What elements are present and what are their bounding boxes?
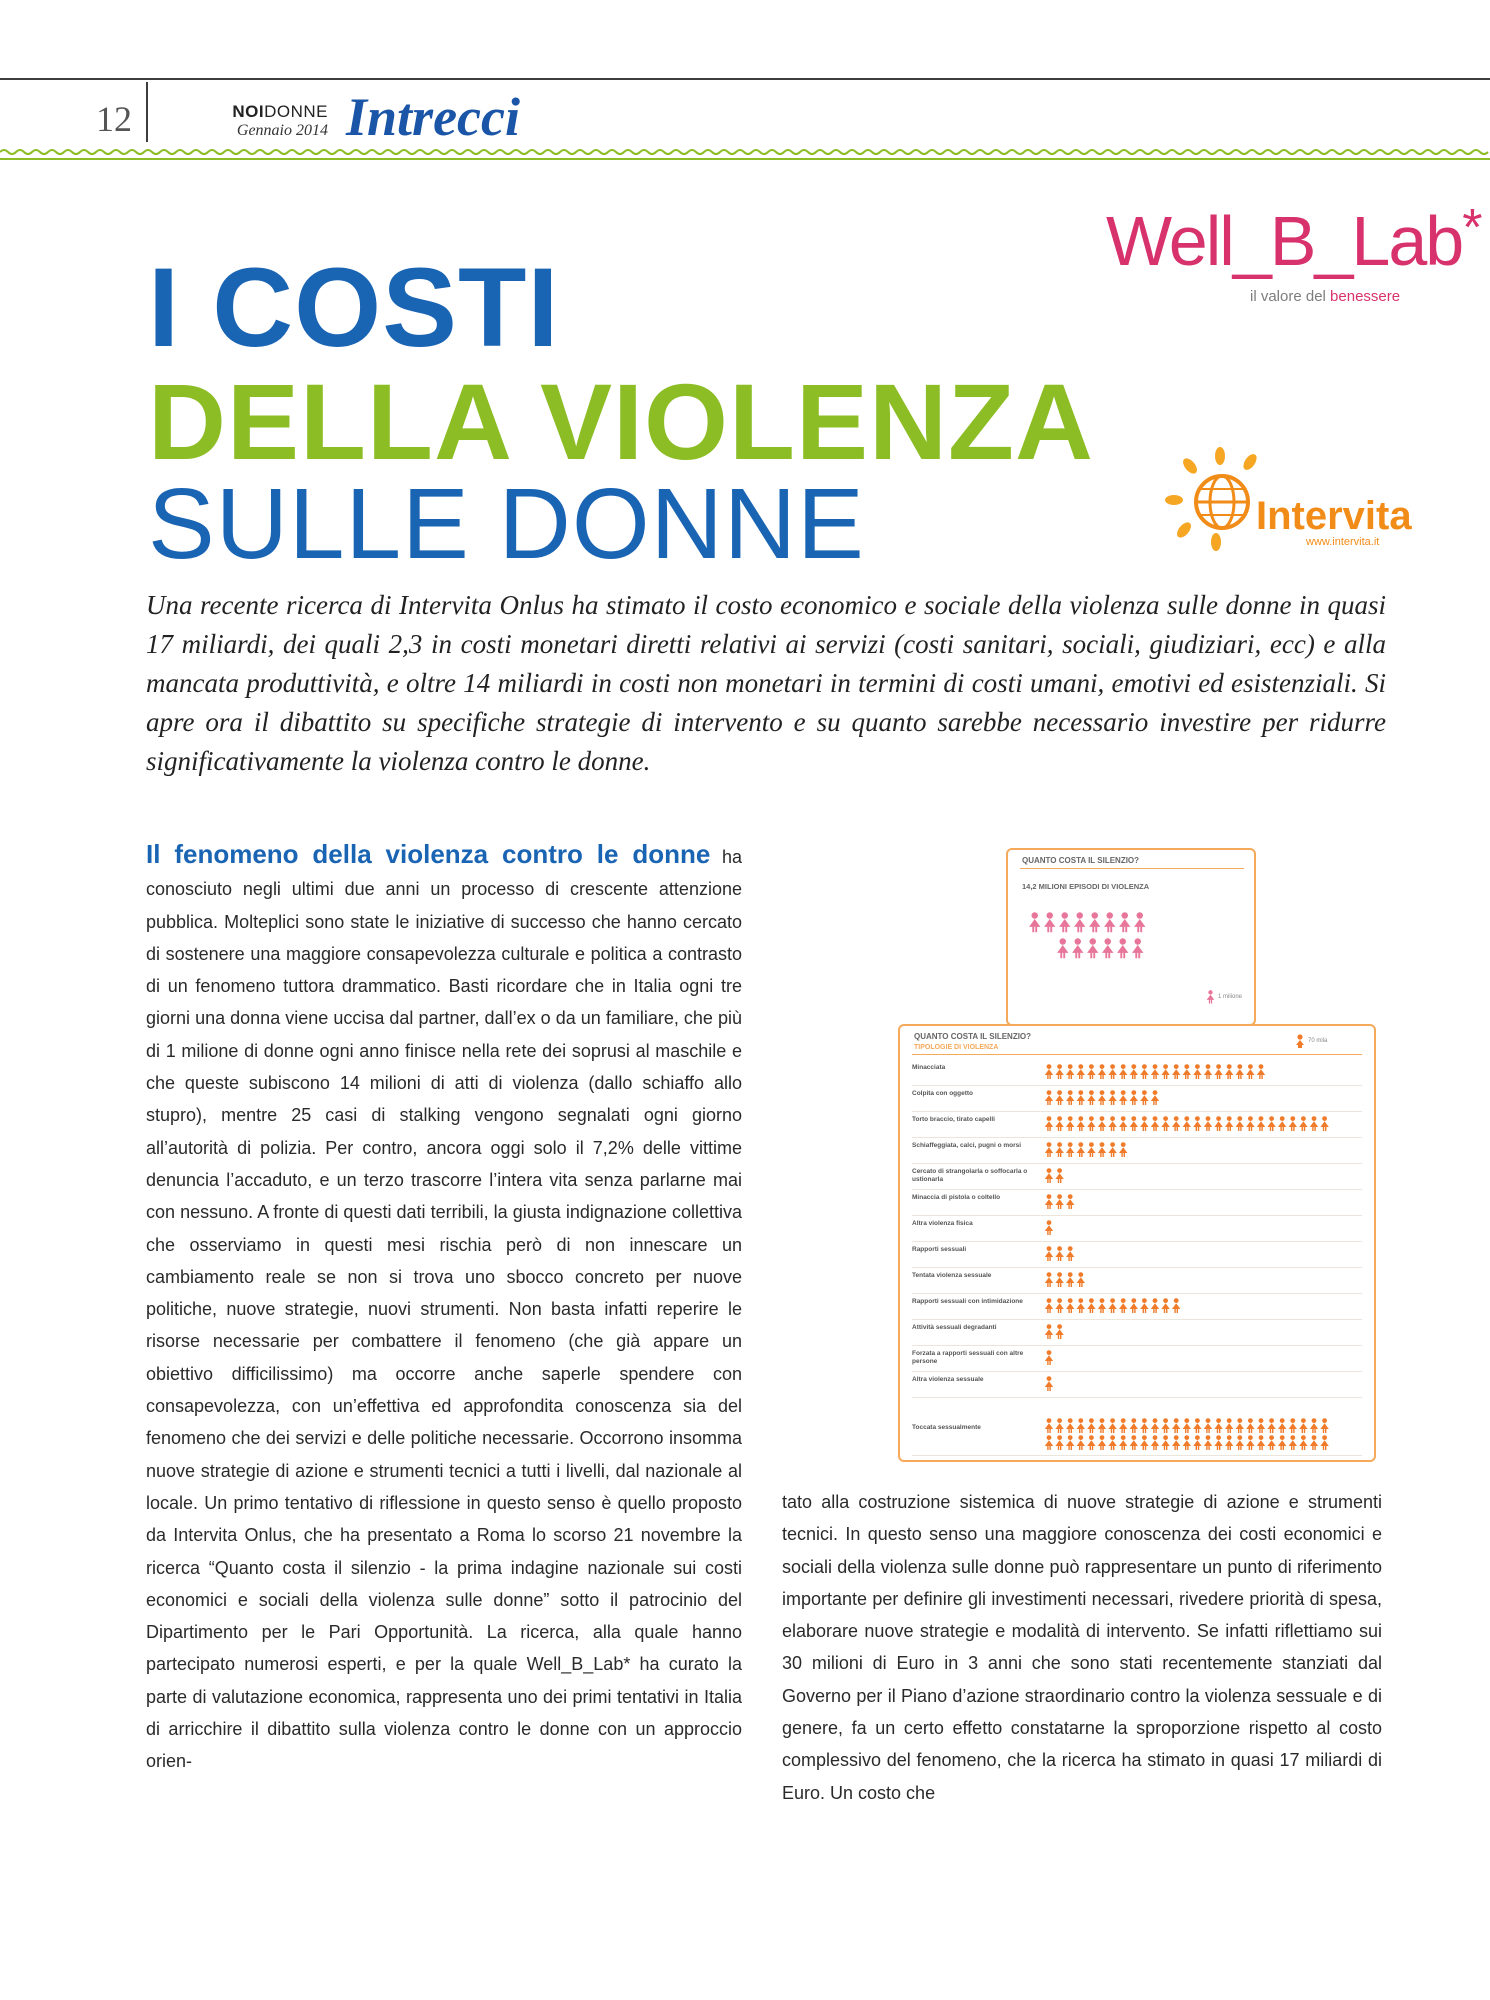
violence-person-icon	[1299, 1435, 1307, 1450]
infographic-episodes-title: QUANTO COSTA IL SILENZIO?	[1022, 856, 1140, 865]
violence-person-icon	[1193, 1116, 1201, 1131]
legend-person-icon	[1294, 1034, 1306, 1048]
violence-person-icon	[1257, 1064, 1265, 1079]
violence-person-icon	[1108, 1298, 1116, 1313]
episode-person-icon	[1119, 912, 1130, 932]
section-title: Intrecci	[346, 87, 520, 147]
violence-person-icon	[1066, 1090, 1074, 1105]
violence-type-row	[912, 1242, 1362, 1268]
episode-person-icon	[1072, 938, 1083, 958]
violence-type-row	[912, 1268, 1362, 1294]
violence-person-icon	[1045, 1090, 1053, 1105]
violence-type-pictogram	[1044, 1142, 1364, 1163]
violence-type-row	[912, 1294, 1362, 1320]
violence-person-icon	[1246, 1435, 1254, 1450]
violence-type-label: Torto braccio, tirato capelli	[912, 1116, 995, 1123]
violence-person-icon	[1183, 1116, 1191, 1131]
wellb-tagline	[1250, 288, 1400, 305]
violence-person-icon	[1077, 1298, 1085, 1313]
violence-person-icon	[1225, 1435, 1233, 1450]
violence-type-pictogram	[1044, 1168, 1364, 1189]
violence-person-icon	[1077, 1435, 1085, 1450]
violence-type-label: Colpita con oggetto	[912, 1090, 974, 1097]
violence-person-icon	[1151, 1090, 1159, 1105]
page-number: 12	[96, 99, 132, 139]
violence-type-pictogram	[1044, 1298, 1364, 1319]
violence-person-icon	[1045, 1324, 1053, 1339]
violence-person-icon	[1055, 1090, 1063, 1105]
violence-person-icon	[1140, 1064, 1148, 1079]
violence-person-icon	[1246, 1064, 1254, 1079]
violence-person-icon	[1299, 1116, 1307, 1131]
violence-type-pictogram	[1044, 1064, 1364, 1085]
violence-type-label: Forzata a rapporti sessuali con altre persone	[912, 1350, 1024, 1365]
episode-person-icon	[1059, 912, 1070, 932]
episode-person-icon	[1134, 912, 1145, 932]
violence-type-label: Minacciata	[912, 1064, 946, 1071]
violence-person-icon	[1289, 1116, 1297, 1131]
violence-person-icon	[1214, 1418, 1222, 1433]
violence-person-icon	[1151, 1435, 1159, 1450]
violence-type-label: Schiaffeggiata, calci, pugni o morsi	[912, 1142, 1022, 1149]
violence-person-icon	[1140, 1116, 1148, 1131]
violence-person-icon	[1087, 1142, 1095, 1157]
violence-person-icon	[1289, 1435, 1297, 1450]
violence-person-icon	[1172, 1064, 1180, 1079]
violence-person-icon	[1161, 1116, 1169, 1131]
unit-legend-person-icon	[1207, 990, 1215, 1003]
violence-type-pictogram	[1044, 1418, 1364, 1456]
episode-person-icon	[1029, 912, 1040, 932]
violence-person-icon	[1278, 1418, 1286, 1433]
violence-person-icon	[1214, 1064, 1222, 1079]
violence-type-pictogram	[1044, 1246, 1364, 1267]
violence-type-pictogram	[1044, 1220, 1364, 1241]
violence-person-icon	[1077, 1090, 1085, 1105]
violence-person-icon	[1119, 1142, 1127, 1157]
violence-person-icon	[1066, 1064, 1074, 1079]
episode-person-icon	[1044, 912, 1055, 932]
violence-type-row	[912, 1414, 1362, 1456]
violence-type-row	[912, 1164, 1362, 1190]
body-left-text: ha conosciuto negli ultimi due anni un processo di crescente attenzione pubblica. Molteplici sono state le iniziative di successo che hanno cercato di sostenere una maggiore consapevolezza culturale e politica a contrasto di un fenomeno tuttora drammatico. Basti ricordare che in Italia ogni tre giorni una donna viene uccisa dal partner, dall’ex o da un familiare, che più di 1 milione di donne ogni anno finisce nella rete dei soprusi al maschile e che queste subiscono 14 milioni di atti di violenza (dallo schiaffo allo stupro), mentre 25 casi di stalking vengono segnalati ogni giorno all’autorità di polizia. Per contro, ancora oggi solo il 7,2% delle vittime denuncia l’accaduto, e un terzo trascorre l’intera vita senza parlarne mai con nessuno. A fronte di questi dati terribili, la giusta indignazione collettiva che osserviamo in questi mesi rischia però di non innescare un cambiamento reale se non si trova uno sbocco concreto per nuove politiche, nuove strategie, nuovi strumenti. Non basta infatti reperire le risorse necessarie per combattere il fenomeno (che già appare un obiettivo difficilissimo) ma occorre anche saperle spendere con consapevolezza, con un’effettiva ed approfondita conoscenza sia del fenomeno che dei servizi e delle politiche necessarie. Occorrono insomma nuove strategie di azione e strumenti tecnici a tutti i livelli, dal nazionale al locale. Un primo tentativo di riflessione in questo senso è quello proposto da Intervita Onlus, che ha presentato a Roma lo scorso 21 novembre la ricerca “Quanto costa il silenzio - la prima indagine nazionale sui costi economici e sociali della violenza sulle donne” sotto il patrocinio del Dipartimento per le Pari Opportunità. La ricerca, alla quale hanno partecipato numerosi esperti, e per la quale Well_B_Lab* ha curato la parte di valutazione economica, rappresenta uno dei primi tentativi in Italia di arricchire il dibattito sulla violenza contro le donne con un approccio orien-	[146, 847, 743, 1772]
intervita-logo-url: www.intervita.it	[1306, 536, 1380, 548]
headline-line-1: I COSTI	[148, 245, 560, 370]
infographic-types-subtitle: TIPOLOGIE DI VIOLENZA	[914, 1044, 999, 1051]
violence-person-icon	[1193, 1435, 1201, 1450]
violence-person-icon	[1108, 1116, 1116, 1131]
infographic-episodes-unit: 1 milione	[1218, 994, 1243, 1000]
violence-person-icon	[1119, 1064, 1127, 1079]
violence-type-row	[912, 1112, 1362, 1138]
violence-person-icon	[1045, 1064, 1053, 1079]
violence-type-pictogram	[1044, 1194, 1364, 1215]
violence-person-icon	[1055, 1194, 1063, 1209]
infographic-types-unit: 70 mila	[1308, 1038, 1328, 1044]
violence-person-icon	[1055, 1435, 1063, 1450]
violence-person-icon	[1225, 1064, 1233, 1079]
violence-type-row	[912, 1320, 1362, 1346]
violence-person-icon	[1066, 1435, 1074, 1450]
violence-person-icon	[1108, 1064, 1116, 1079]
episodes-pictogram	[1008, 850, 1258, 1028]
violence-person-icon	[1236, 1435, 1244, 1450]
violence-type-pictogram	[1044, 1090, 1364, 1111]
violence-person-icon	[1045, 1418, 1053, 1433]
violence-type-label: Rapporti sessuali	[912, 1246, 967, 1253]
body-column-right: tato alla costruzione sistemica di nuove strategie di azione e strumenti tecnici. In questo senso una maggiore conoscenza dei costi economici e sociali della violenza sulle donne può rappresentare un punto di riferimento importante per definire gli investimenti necessari, rivedere priorità di spesa, elaborare nuove strategie e modalità di intervento. Se infatti riflettiamo sui 30 milioni di Euro in 3 anni che sono stati recentemente stanziati dal Governo per il Piano d’azione straordinario contro la violenza sessuale e di genere, fa un certo effetto constatarne la sproporzione rispetto al costo complessivo del fenomeno, che la ricerca ha stimato in quasi 17 miliardi di Euro. Un costo che	[782, 1492, 1382, 1803]
violence-person-icon	[1077, 1418, 1085, 1433]
violence-person-icon	[1077, 1116, 1085, 1131]
violence-type-label: Cercato di strangolarla o soffocarla o ustionarla	[912, 1168, 1028, 1183]
infographic-episodes	[1006, 848, 1256, 1026]
violence-person-icon	[1098, 1298, 1106, 1313]
violence-person-icon	[1172, 1418, 1180, 1433]
violence-type-pictogram	[1044, 1376, 1364, 1397]
violence-person-icon	[1130, 1435, 1138, 1450]
wellb-logo-name: Well_B_	[1106, 202, 1352, 280]
violence-person-icon	[1183, 1064, 1191, 1079]
violence-person-icon	[1130, 1116, 1138, 1131]
violence-type-pictogram	[1044, 1350, 1364, 1371]
violence-person-icon	[1183, 1435, 1191, 1450]
violence-person-icon	[1140, 1298, 1148, 1313]
violence-person-icon	[1055, 1324, 1063, 1339]
violence-person-icon	[1098, 1435, 1106, 1450]
violence-person-icon	[1087, 1090, 1095, 1105]
violence-person-icon	[1193, 1064, 1201, 1079]
wellb-lab-logo	[1106, 199, 1481, 280]
violence-person-icon	[1066, 1298, 1074, 1313]
episode-person-icon	[1074, 912, 1085, 932]
violence-person-icon	[1140, 1090, 1148, 1105]
violence-person-icon	[1055, 1168, 1063, 1183]
violence-person-icon	[1204, 1116, 1212, 1131]
infographic-types-rule	[912, 1054, 1362, 1055]
violence-person-icon	[1310, 1435, 1318, 1450]
violence-person-icon	[1087, 1116, 1095, 1131]
violence-person-icon	[1087, 1418, 1095, 1433]
intervita-logo-name: Intervita	[1256, 494, 1412, 538]
headline-line-2: DELLA VIOLENZA	[148, 361, 1094, 482]
violence-person-icon	[1310, 1116, 1318, 1131]
violence-person-icon	[1055, 1272, 1063, 1287]
episode-person-icon	[1102, 938, 1113, 958]
violence-person-icon	[1267, 1418, 1275, 1433]
violence-person-icon	[1066, 1142, 1074, 1157]
violence-person-icon	[1257, 1116, 1265, 1131]
wellb-tagline-a: il valore del	[1250, 288, 1331, 305]
violence-type-label: Rapporti sessuali con intimidazione	[912, 1298, 1023, 1305]
magazine-name-bold: NOI	[232, 102, 265, 121]
violence-person-icon	[1172, 1116, 1180, 1131]
violence-person-icon	[1045, 1298, 1053, 1313]
violence-type-pictogram	[1044, 1272, 1364, 1293]
violence-person-icon	[1267, 1116, 1275, 1131]
violence-person-icon	[1267, 1435, 1275, 1450]
violence-person-icon	[1183, 1418, 1191, 1433]
violence-person-icon	[1077, 1142, 1085, 1157]
violence-person-icon	[1098, 1116, 1106, 1131]
violence-person-icon	[1055, 1246, 1063, 1261]
violence-person-icon	[1066, 1246, 1074, 1261]
violence-person-icon	[1320, 1435, 1328, 1450]
lead-paragraph: Una recente ricerca di Intervita Onlus ha stimato il costo economico e sociale della violenza sulle donne in quasi 17 miliardi, dei quali 2,3 in costi monetari diretti relativi ai servizi (costi sanitari, sociali, giudiziari, ecc) e alla mancata produttività, e oltre 14 miliardi in costi non monetari in termini di costi umani, emotivi ed esistenziali. Si apre ora il dibattito su specifiche strategie di intervento e su quanto sarebbe necessario investire per ridurre significativamente la violenza contro le donne.	[146, 590, 1386, 776]
violence-person-icon	[1299, 1418, 1307, 1433]
violence-person-icon	[1130, 1064, 1138, 1079]
violence-type-label: Attività sessuali degradanti	[912, 1324, 997, 1331]
headline-line-3: SULLE DONNE	[148, 468, 865, 580]
violence-type-label: Altra violenza sessuale	[912, 1376, 984, 1383]
violence-person-icon	[1108, 1418, 1116, 1433]
violence-person-icon	[1045, 1116, 1053, 1131]
paragraph-lead-in: Il fenomeno della violenza contro le donne	[146, 839, 711, 869]
violence-type-row	[912, 1190, 1362, 1216]
violence-person-icon	[1278, 1116, 1286, 1131]
violence-person-icon	[1151, 1298, 1159, 1313]
wellb-logo-lab: Lab	[1351, 202, 1463, 280]
violence-person-icon	[1119, 1435, 1127, 1450]
violence-person-icon	[1161, 1064, 1169, 1079]
violence-person-icon	[1098, 1064, 1106, 1079]
violence-person-icon	[1087, 1064, 1095, 1079]
violence-type-row	[912, 1138, 1362, 1164]
violence-person-icon	[1204, 1064, 1212, 1079]
violence-person-icon	[1214, 1116, 1222, 1131]
violence-person-icon	[1246, 1418, 1254, 1433]
violence-person-icon	[1130, 1298, 1138, 1313]
header-divider	[146, 82, 148, 142]
violence-person-icon	[1289, 1418, 1297, 1433]
violence-person-icon	[1055, 1142, 1063, 1157]
violence-person-icon	[1119, 1418, 1127, 1433]
violence-type-row	[912, 1060, 1362, 1086]
violence-person-icon	[1193, 1418, 1201, 1433]
violence-person-icon	[1225, 1418, 1233, 1433]
magazine-name	[210, 102, 328, 122]
violence-person-icon	[1045, 1435, 1053, 1450]
violence-person-icon	[1151, 1116, 1159, 1131]
violence-person-icon	[1045, 1272, 1053, 1287]
violence-person-icon	[1172, 1435, 1180, 1450]
violence-person-icon	[1066, 1116, 1074, 1131]
violence-person-icon	[1066, 1194, 1074, 1209]
violence-person-icon	[1055, 1116, 1063, 1131]
violence-person-icon	[1204, 1435, 1212, 1450]
violence-person-icon	[1108, 1142, 1116, 1157]
episode-person-icon	[1089, 912, 1100, 932]
violence-person-icon	[1204, 1418, 1212, 1433]
infographic-types-title: QUANTO COSTA IL SILENZIO?	[914, 1032, 1032, 1041]
violence-person-icon	[1119, 1090, 1127, 1105]
violence-person-icon	[1257, 1435, 1265, 1450]
violence-type-row	[912, 1216, 1362, 1242]
violence-person-icon	[1246, 1116, 1254, 1131]
violence-person-icon	[1161, 1298, 1169, 1313]
violence-person-icon	[1045, 1350, 1053, 1365]
violence-type-pictogram	[1044, 1324, 1364, 1345]
violence-person-icon	[1130, 1418, 1138, 1433]
violence-person-icon	[1045, 1220, 1053, 1235]
violence-person-icon	[1236, 1418, 1244, 1433]
violence-type-row	[912, 1346, 1362, 1372]
violence-person-icon	[1045, 1168, 1053, 1183]
violence-type-label: Toccata sessualmente	[912, 1424, 981, 1431]
violence-person-icon	[1320, 1418, 1328, 1433]
episode-person-icon	[1057, 938, 1068, 958]
violence-person-icon	[1108, 1435, 1116, 1450]
violence-person-icon	[1161, 1418, 1169, 1433]
violence-person-icon	[1066, 1272, 1074, 1287]
violence-type-label: Tentata violenza sessuale	[912, 1272, 992, 1279]
violence-person-icon	[1077, 1064, 1085, 1079]
violence-person-icon	[1087, 1435, 1095, 1450]
violence-person-icon	[1077, 1272, 1085, 1287]
violence-person-icon	[1098, 1418, 1106, 1433]
episode-person-icon	[1087, 938, 1098, 958]
violence-person-icon	[1140, 1435, 1148, 1450]
wellb-tagline-b: benessere	[1330, 288, 1401, 305]
magazine-name-light: DONNE	[264, 102, 328, 121]
violence-person-icon	[1119, 1116, 1127, 1131]
violence-person-icon	[1172, 1298, 1180, 1313]
violence-person-icon	[1151, 1418, 1159, 1433]
violence-type-label: Minaccia di pistola o coltello	[912, 1194, 1001, 1201]
violence-person-icon	[1140, 1418, 1148, 1433]
infographic-episodes-subtitle: 14,2 MILIONI EPISODI DI VIOLENZA	[1022, 882, 1150, 891]
violence-person-icon	[1161, 1435, 1169, 1450]
violence-type-label: Altra violenza fisica	[912, 1220, 973, 1227]
episode-person-icon	[1117, 938, 1128, 958]
violence-person-icon	[1045, 1194, 1053, 1209]
violence-person-icon	[1098, 1090, 1106, 1105]
violence-person-icon	[1278, 1435, 1286, 1450]
violence-person-icon	[1320, 1116, 1328, 1131]
violence-person-icon	[1225, 1116, 1233, 1131]
violence-person-icon	[1119, 1298, 1127, 1313]
episode-person-icon	[1132, 938, 1143, 958]
violence-type-row	[912, 1372, 1362, 1398]
violence-person-icon	[1055, 1298, 1063, 1313]
episode-person-icon	[1104, 912, 1115, 932]
violence-person-icon	[1236, 1116, 1244, 1131]
violence-person-icon	[1310, 1418, 1318, 1433]
violence-person-icon	[1045, 1142, 1053, 1157]
violence-person-icon	[1045, 1376, 1053, 1391]
violence-person-icon	[1066, 1418, 1074, 1433]
violence-person-icon	[1045, 1246, 1053, 1261]
violence-person-icon	[1214, 1435, 1222, 1450]
issue-date: Gennaio 2014	[236, 122, 328, 139]
header-top-rule	[0, 78, 1490, 80]
violence-person-icon	[1087, 1298, 1095, 1313]
violence-person-icon	[1130, 1090, 1138, 1105]
violence-type-row	[912, 1086, 1362, 1112]
body-column-left	[146, 838, 742, 1778]
violence-person-icon	[1257, 1418, 1265, 1433]
violence-person-icon	[1055, 1418, 1063, 1433]
violence-person-icon	[1055, 1064, 1063, 1079]
violence-person-icon	[1108, 1090, 1116, 1105]
violence-type-pictogram	[1044, 1116, 1364, 1137]
wellb-logo-star: *	[1462, 199, 1481, 257]
violence-person-icon	[1151, 1064, 1159, 1079]
header-wave-rule	[0, 146, 1490, 166]
violence-person-icon	[1236, 1064, 1244, 1079]
violence-person-icon	[1098, 1142, 1106, 1157]
infographic-types	[898, 1024, 1376, 1462]
